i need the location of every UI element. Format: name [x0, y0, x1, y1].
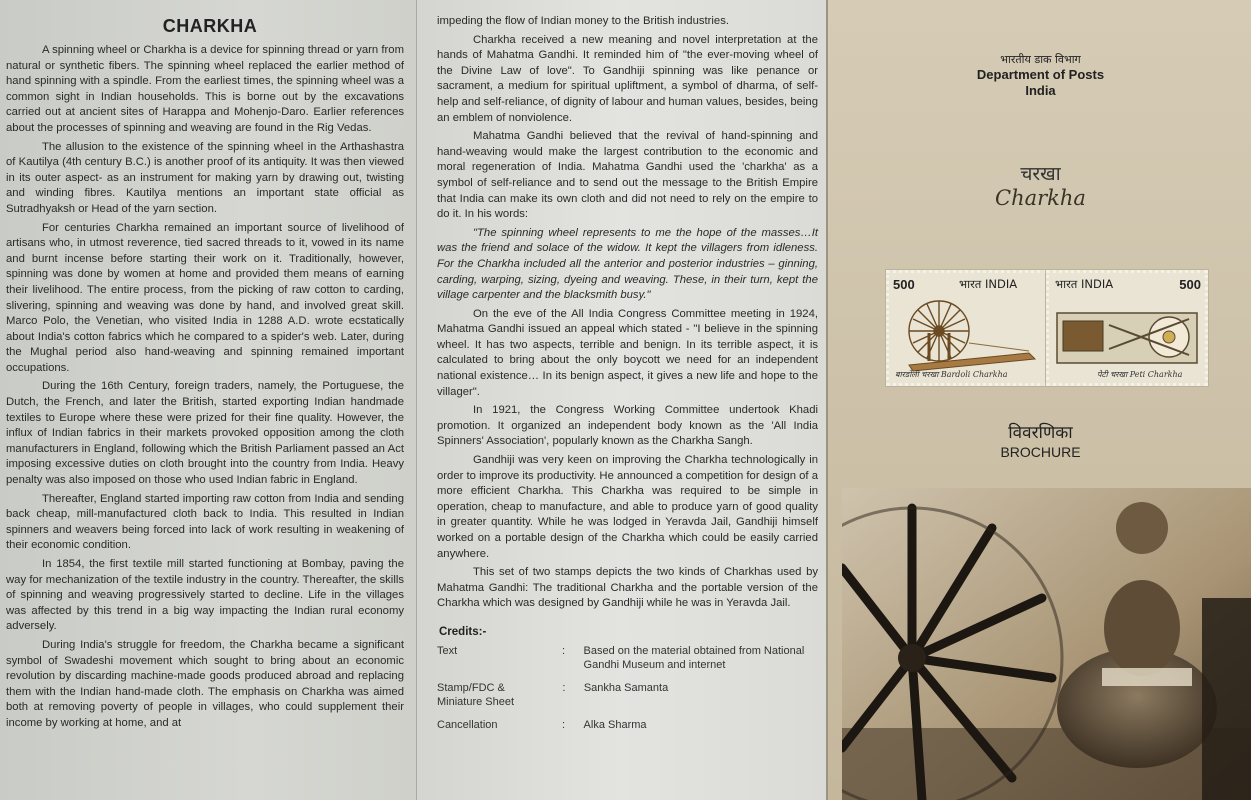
product-title-hindi: चरखा [1020, 163, 1061, 185]
stamp-peti-charkha [1046, 270, 1208, 386]
brochure-title-english: BROCHURE [1000, 444, 1081, 460]
middle-article-body [437, 14, 818, 612]
stamp-value: 500 [1179, 277, 1201, 292]
paragraph: In 1921, the Congress Working Committee undertook Khadi promotion. It organized an independent body known as the 'All India Spinners' Association', popularly known as the Charkha Sangh. [437, 404, 818, 448]
department-country: India [1025, 83, 1056, 98]
article-title: CHARKHA [162, 16, 258, 36]
credits-heading: Credits:- [439, 625, 487, 638]
left-page [0, 0, 416, 800]
paragraph: impeding the flow of Indian money to the British industries. [437, 15, 729, 27]
bardoli-charkha-illustration [889, 273, 1045, 383]
left-article-body [6, 43, 404, 732]
gandhi-quote: "The spinning wheel represents to me the hope of the masses…It was the friend and solace of the widow. It kept the villagers from idleness. For the Charkha included all the anterior and posterior industries – ginning, carding, warping, sizing, dyeing and weaving. These, in their turn, kept the village carpenter and the blacksmith busy." [437, 226, 818, 302]
paragraph: This set of two stamps depicts the two kinds of Charkhas used by Mahatma Gandhi: The traditional Charkha and the portable version of the Charkha which was designed by Gandhiji while he was in Yeravda Jail. [437, 566, 818, 610]
stamp-bardoli-charkha [886, 270, 1048, 386]
cover-page [826, 0, 1251, 800]
department-name: Department of Posts [976, 67, 1105, 82]
brochure-title-hindi: विवरणिका [1008, 423, 1073, 443]
credit-colon: : [562, 718, 566, 731]
credit-value: Based on the material obtained from National Gandhi Museum and internet [583, 644, 805, 671]
credits-list [437, 644, 818, 732]
credit-key: Cancellation [437, 718, 498, 731]
paragraph: The allusion to the existence of the spinning wheel in the Arthashastra of Kautilya (4th century B.C.) is another proof of its antiquity. It was then viewed in its outer aspect- as an instrument for making yarn by drawing out, twisting and winding fibres. Kautilya mentions an important state official as Sutradhyaksh or Head of the yarn section. [6, 140, 404, 215]
department-hindi: भारतीय डाक विभाग [1000, 53, 1081, 66]
paragraph: For centuries Charkha remained an important source of livelihood of artisans who, in utmost reverence, tied sacred threads to it, vowed in its name and burnt incense before starting their work on it. Traditionally, however, spinning was done by women at home and provided them means of earning their livelihood. The entire process, from the picking of raw cotton to carding, slivering, spinning and weaving was done by hand, and involved great skill. Marco Polo, the Venetian, who visited India in 1288 A.D. wrote ecstatically about India's cotton fabrics which he compared to a spider's web. Later, during the Mughal period also hand-weaving and spinning remained important occupations. [6, 221, 404, 374]
credit-key: Stamp/FDC & Miniature Sheet [437, 681, 515, 708]
credit-row-cancellation [437, 718, 818, 732]
credit-key: Text [437, 644, 458, 657]
credit-colon: : [562, 644, 566, 657]
peti-charkha-illustration [1049, 273, 1205, 383]
paragraph: In 1854, the first textile mill started functioning at Bombay, paving the way for mechanization of the textile industry in the country. Thereafter, the skills of spinning and weaving progressively started to decline. Life in the villages was affected by this trend in a big way impacting the Indian rural economy adversely. [6, 558, 404, 633]
paragraph: On the eve of the All India Congress Committee meeting in 1924, Mahatma Gandhi issued an appeal which stated - "I believe in the spinning wheel. It has two aspects, terrible and benign. In its terrible aspect, it is calculated to bring about the only boycott we need for an independent national existence… In its benign aspect, it gives a new life and hope to the villager". [437, 307, 818, 398]
gandhi-spinning-photo [842, 488, 1251, 800]
credit-row-text [437, 644, 818, 672]
paragraph: Thereafter, England started importing raw cotton from India and sending back cheap, mill-manufactured cloth back to India. This resulted in Indian spinners and weavers being forced into lack of work resulting in weakening of their economic condition. [6, 492, 404, 552]
paragraph: A spinning wheel or Charkha is a device for spinning thread or yarn from natural or synthetic fibers. The spinning wheel replaced the earlier method of hand spinning with a spindle. From the earliest times, the spinning wheel was a common sight in Indian households. This is borne out by the excavations carried out at ancient sites of Harappa and Mohenjo-Daro. Earlier references about the processes of spinning and weaving are found in the Rig Vedas. [6, 44, 404, 134]
middle-page [416, 0, 826, 800]
paragraph: Charkha received a new meaning and novel interpretation at the hands of Mahatma Gandhi. It reminded him of "the ever-moving wheel of the Divine Law of love". To Gandhiji spinning was like penance or sacrament, a medium for spiritual upliftment, a symbol of dharma, of self-help and self-reliance, of dignity of labour and human values, besides, being an emblem of nonviolence. [437, 33, 818, 124]
department-header [828, 52, 1251, 99]
stamp-caption: बारडोली चरखा Bardoli Charkha [895, 370, 1008, 379]
stamp-country: भारत INDIA [1055, 277, 1114, 291]
paragraph: During the 16th Century, foreign traders, namely, the Portuguese, the Dutch, the French, and later the British, started exporting Indian handmade textiles to Europe where these were prized for their fine quality. However, the influx of Indian fabrics in their markets provoked opposition among the cloth manufacturers in England, following which the British Parliament passed an Act imposing excessive duties on cloth brought into the country from India. Heavy penalty was also imposed on those who used Indian fabric in England. [6, 380, 404, 487]
credit-colon: : [562, 681, 566, 694]
paragraph: Mahatma Gandhi believed that the revival of hand-spinning and hand-weaving would make the largest contribution to the economic and moral regeneration of India. Mahatma Gandhi used the 'charkha' as a symbol of self-reliance and to send out the message to the British Empire that India can make its own cloth and did not need to rely on the empire to do it. In his words: [437, 130, 818, 221]
stamp-caption: पेटी चरखा Peti Charkha [1097, 370, 1183, 379]
credit-value: Alka Sharma [583, 718, 647, 731]
credit-row-stamp [437, 681, 818, 709]
product-title-english: Charkha [995, 186, 1086, 210]
paragraph: During India's struggle for freedom, the Charkha became a significant symbol of Swadeshi movement which sought to bring about an economic revolution by discarding machine-made goods produced abroad and replacing them with the Indian hand-made cloth. The emphasis on Charkha was aimed both at removing poverty of people in villages, who could supplement their income by working at home, and at [6, 638, 404, 729]
stamp-country: भारत INDIA [959, 277, 1018, 291]
paragraph: Gandhiji was very keen on improving the Charkha technologically in order to improve its productivity. He announced a competition for design of a more efficient Charkha. This Charkha was required to be simple in operation, cheap to manufacture, and able to produce yarn of good quality in greater quantity. While he was lodged in Yeravda Jail, Gandhiji himself worked on a portable design of the Charkha which could be easily carried anywhere. [437, 454, 818, 560]
credit-value: Sankha Samanta [583, 681, 669, 694]
stamp-value: 500 [893, 277, 915, 292]
